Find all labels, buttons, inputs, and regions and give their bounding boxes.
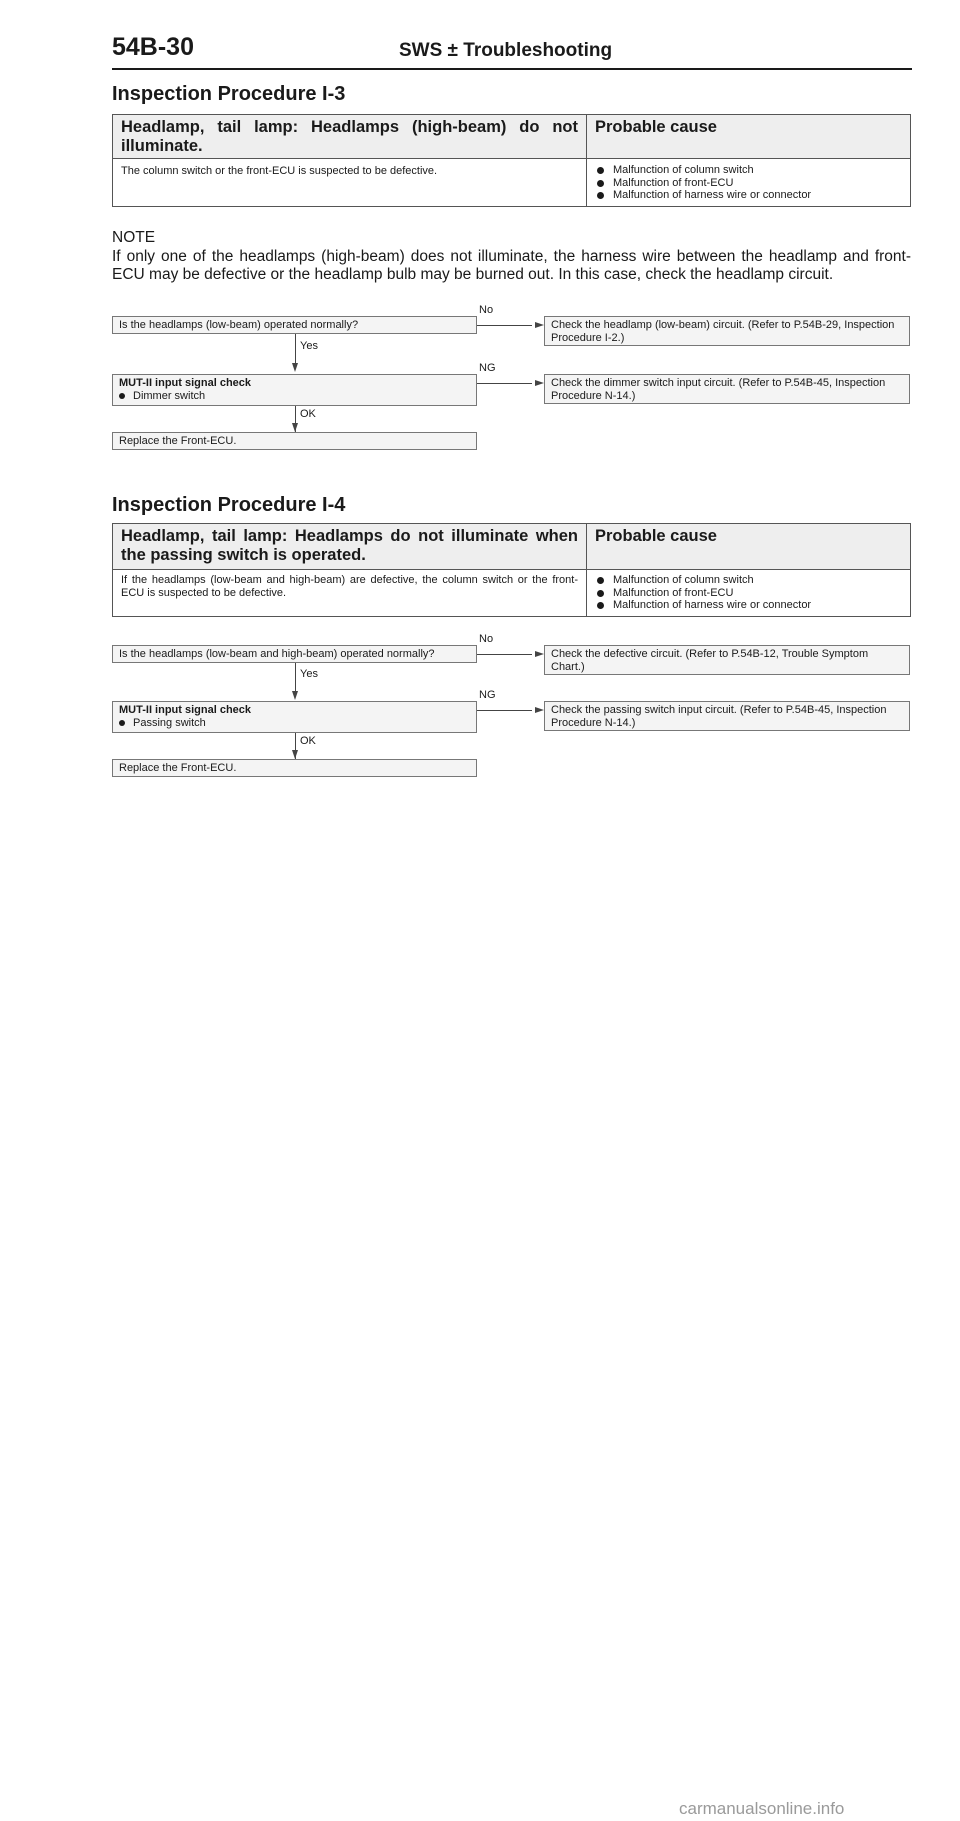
cause-heading: Probable cause (595, 118, 717, 136)
flow-action-text: Check the headlamp (low-beam) circuit. (Refer to P.54B-29, Inspection Procedure I-2.) (551, 319, 895, 344)
procedure-i4-title: Inspection Procedure I-4 (112, 494, 346, 516)
flow-action-box (544, 374, 910, 404)
branch-label-yes: Yes (300, 668, 318, 680)
arrow-right-icon (535, 651, 544, 657)
connector-line (295, 663, 296, 691)
flow-check-box (112, 701, 477, 733)
arrow-down-icon (292, 750, 298, 759)
cause-heading: Probable cause (595, 527, 717, 545)
branch-label-ng: NG (479, 362, 496, 374)
arrow-right-icon (535, 322, 544, 328)
branch-label-ng: NG (479, 689, 496, 701)
procedure-i3-title: Inspection Procedure I-3 (112, 83, 346, 105)
flow-action-text: Check the dimmer switch input circuit. (Refer to P.54B-45, Inspection Procedure N-14.) (551, 377, 886, 402)
section-title: SWS ± Troubleshooting (399, 40, 613, 61)
cause-item: Malfunction of column switch (595, 164, 902, 177)
cause-item: Malfunction of harness wire or connector (595, 189, 902, 202)
connector-line (477, 654, 532, 655)
flow-step-question (112, 316, 477, 334)
note-label: NOTE (112, 229, 156, 246)
cause-item: Malfunction of front-ECU (595, 587, 902, 600)
flow-action-text: Check the defective circuit. (Refer to P.54B-12, Trouble Symptom Chart.) (551, 648, 869, 673)
symptom-heading: Headlamp, tail lamp: Headlamps (high-beam) do not illuminate. (113, 115, 587, 158)
symptom-description: The column switch or the front-ECU is suspected to be defective. (113, 159, 587, 206)
flow-action-text: Check the passing switch input circuit. (Refer to P.54B-45, Inspection Procedure N-14.) (551, 704, 887, 729)
flow-action-box (544, 701, 910, 731)
arrow-down-icon (292, 691, 298, 700)
branch-label-no: No (479, 304, 494, 316)
arrow-right-icon (535, 707, 544, 713)
flow-check-title: MUT-II input signal check (119, 704, 252, 716)
header-divider (112, 68, 912, 70)
flow-step-text: Is the headlamps (low-beam) operated normally? (119, 319, 359, 331)
procedure-i4-table (112, 523, 911, 617)
flow-check-item: Passing switch (119, 717, 470, 730)
cause-item: Malfunction of column switch (595, 574, 902, 587)
flow-step-text: Is the headlamps (low-beam and high-beam) operated normally? (119, 648, 435, 660)
connector-line (477, 383, 532, 384)
branch-label-ok: OK (300, 408, 316, 420)
branch-label-ok: OK (300, 735, 316, 747)
symptom-heading: Headlamp, tail lamp: Headlamps do not illuminate when the passing switch is operated. (113, 524, 587, 569)
arrow-right-icon (535, 380, 544, 386)
page-number: 54B-30 (112, 33, 194, 61)
footer-watermark[interactable]: carmanualsonline.info (679, 1799, 845, 1818)
flow-final-text: Replace the Front-ECU. (119, 762, 237, 774)
flow-final-text: Replace the Front-ECU. (119, 435, 237, 447)
branch-label-yes: Yes (300, 340, 318, 352)
flow-check-item: Dimmer switch (119, 390, 470, 403)
branch-label-no: No (479, 633, 494, 645)
flow-final-step (112, 432, 477, 450)
flow-action-box (544, 316, 910, 346)
flow-action-box (544, 645, 910, 675)
connector-line (477, 710, 532, 711)
symptom-description: If the headlamps (low-beam and high-beam) are defective, the column switch or the front-ECU is suspected to be defective. (113, 570, 587, 616)
arrow-down-icon (292, 423, 298, 432)
arrow-down-icon (292, 363, 298, 372)
note-block (112, 229, 911, 285)
flow-step-question (112, 645, 477, 663)
flow-final-step (112, 759, 477, 777)
flow-check-box (112, 374, 477, 406)
flow-check-title: MUT-II input signal check (119, 377, 252, 389)
note-text: If only one of the headlamps (high-beam) does not illuminate, the harness wire between the headlamp and front-ECU may be defective or the headlamp bulb may be burned out. In this case, check the headlamp circuit. (112, 247, 911, 283)
connector-line (295, 334, 296, 363)
connector-line (477, 325, 532, 326)
cause-list (595, 164, 902, 202)
procedure-i3-table (112, 114, 911, 207)
cause-list (595, 574, 902, 612)
cause-item: Malfunction of harness wire or connector (595, 599, 902, 612)
cause-item: Malfunction of front-ECU (595, 177, 902, 190)
